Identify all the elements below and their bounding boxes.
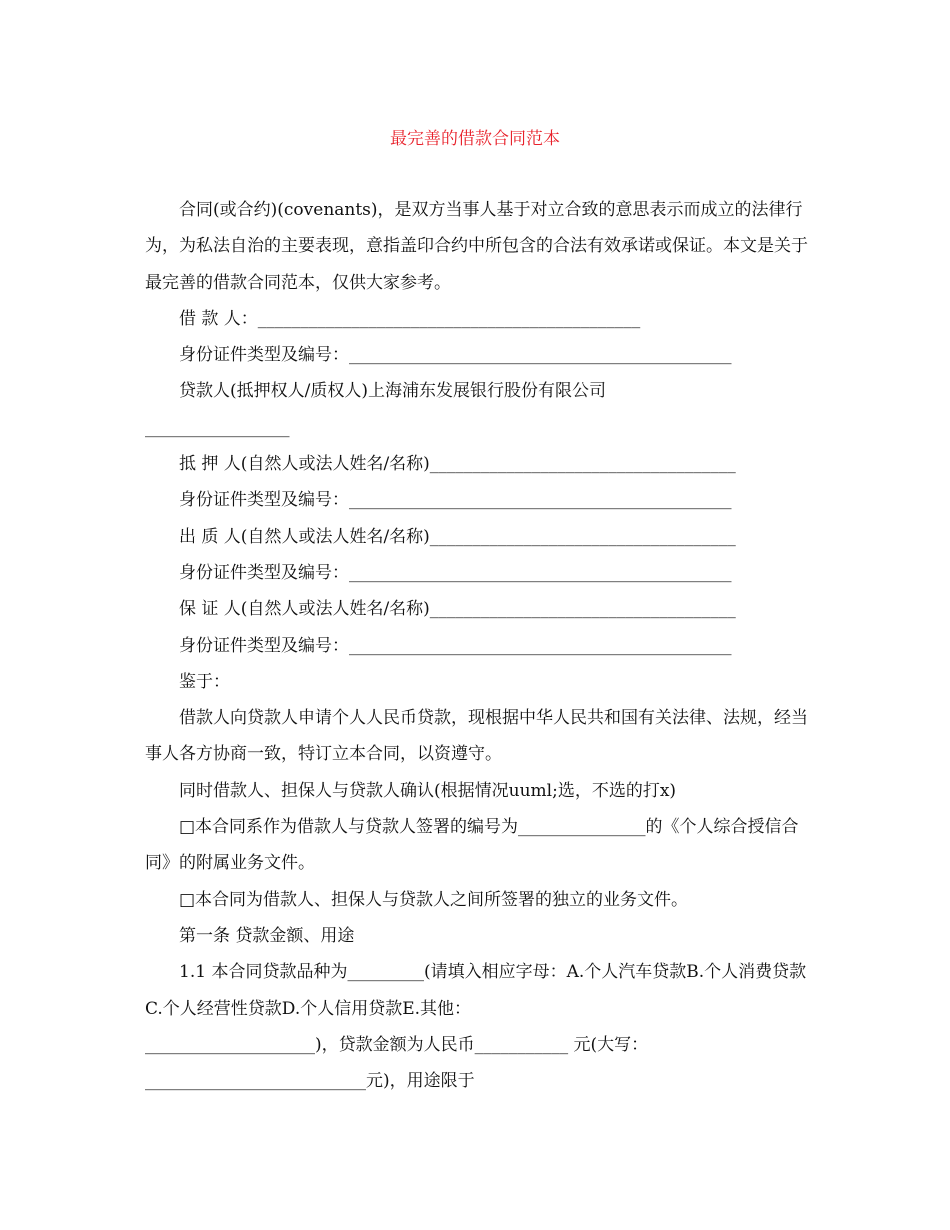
pledgor-field: 出 质 人(自然人或法人姓名/名称)____________________________________ <box>179 526 736 547</box>
clause-1-1-amount-line: ____________________)，贷款金额为人民币___________ 元(大写： <box>145 1034 649 1055</box>
lender-field: 贷款人(抵押权人/质权人)上海浦东发展银行股份有限公司 <box>179 381 606 402</box>
pledgor-id-field: 身份证件类型及编号：_____________________________________________ <box>179 562 732 583</box>
article-one-heading: 第一条 贷款金额、用途 <box>179 925 355 946</box>
guarantor-id-field: 身份证件类型及编号：_____________________________________________ <box>179 635 732 656</box>
clause-1-1-paragraph: 1.1 本合同贷款品种为_________(请填入相应字母：A.个人汽车贷款B.个人消费贷款C.个人经营性贷款D.个人信用贷款E.其他： <box>145 962 807 1019</box>
whereas-paragraph: 借款人向贷款人申请个人人民币贷款，现根据中华人民共和国有关法律、法规，经当事人各方协商一致，特订立本合同，以资遵守。 <box>145 708 808 765</box>
option-two-line: □本合同为借款人、担保人与贷款人之间所签署的独立的业务文件。 <box>179 889 689 910</box>
borrower-field: 借 款 人：_____________________________________________ <box>179 308 641 329</box>
mortgagor-field: 抵 押 人(自然人或法人姓名/名称)____________________________________ <box>179 454 736 475</box>
borrower-id-field: 身份证件类型及编号：_____________________________________________ <box>179 345 732 366</box>
whereas-heading: 鉴于： <box>179 671 230 692</box>
document-body <box>145 192 811 1099</box>
mortgagor-id-field: 身份证件类型及编号：_____________________________________________ <box>179 490 732 511</box>
document-title: 最完善的借款合同范本 <box>390 129 560 149</box>
clause-1-1-purpose-line: __________________________元)，用途限于 <box>145 1071 475 1092</box>
intro-paragraph: 合同(或合约)(covenants)，是双方当事人基于对立合致的意思表示而成立的法律行为，为私法自治的主要表现，意指盖印合约中所包含的合法有效承诺或保证。本文是关于最完善的借款合同范本，仅供大家参考。 <box>145 200 808 293</box>
lender-blank-line: _________________ <box>145 417 290 438</box>
option-one-paragraph: □本合同系作为借款人与贷款人签署的编号为_______________的《个人综合授信合同》的附属业务文件。 <box>145 817 799 874</box>
confirmation-line: 同时借款人、担保人与贷款人确认(根据情况uuml;选，不选的打x) <box>179 780 677 801</box>
guarantor-field: 保 证 人(自然人或法人姓名/名称)____________________________________ <box>179 599 736 620</box>
